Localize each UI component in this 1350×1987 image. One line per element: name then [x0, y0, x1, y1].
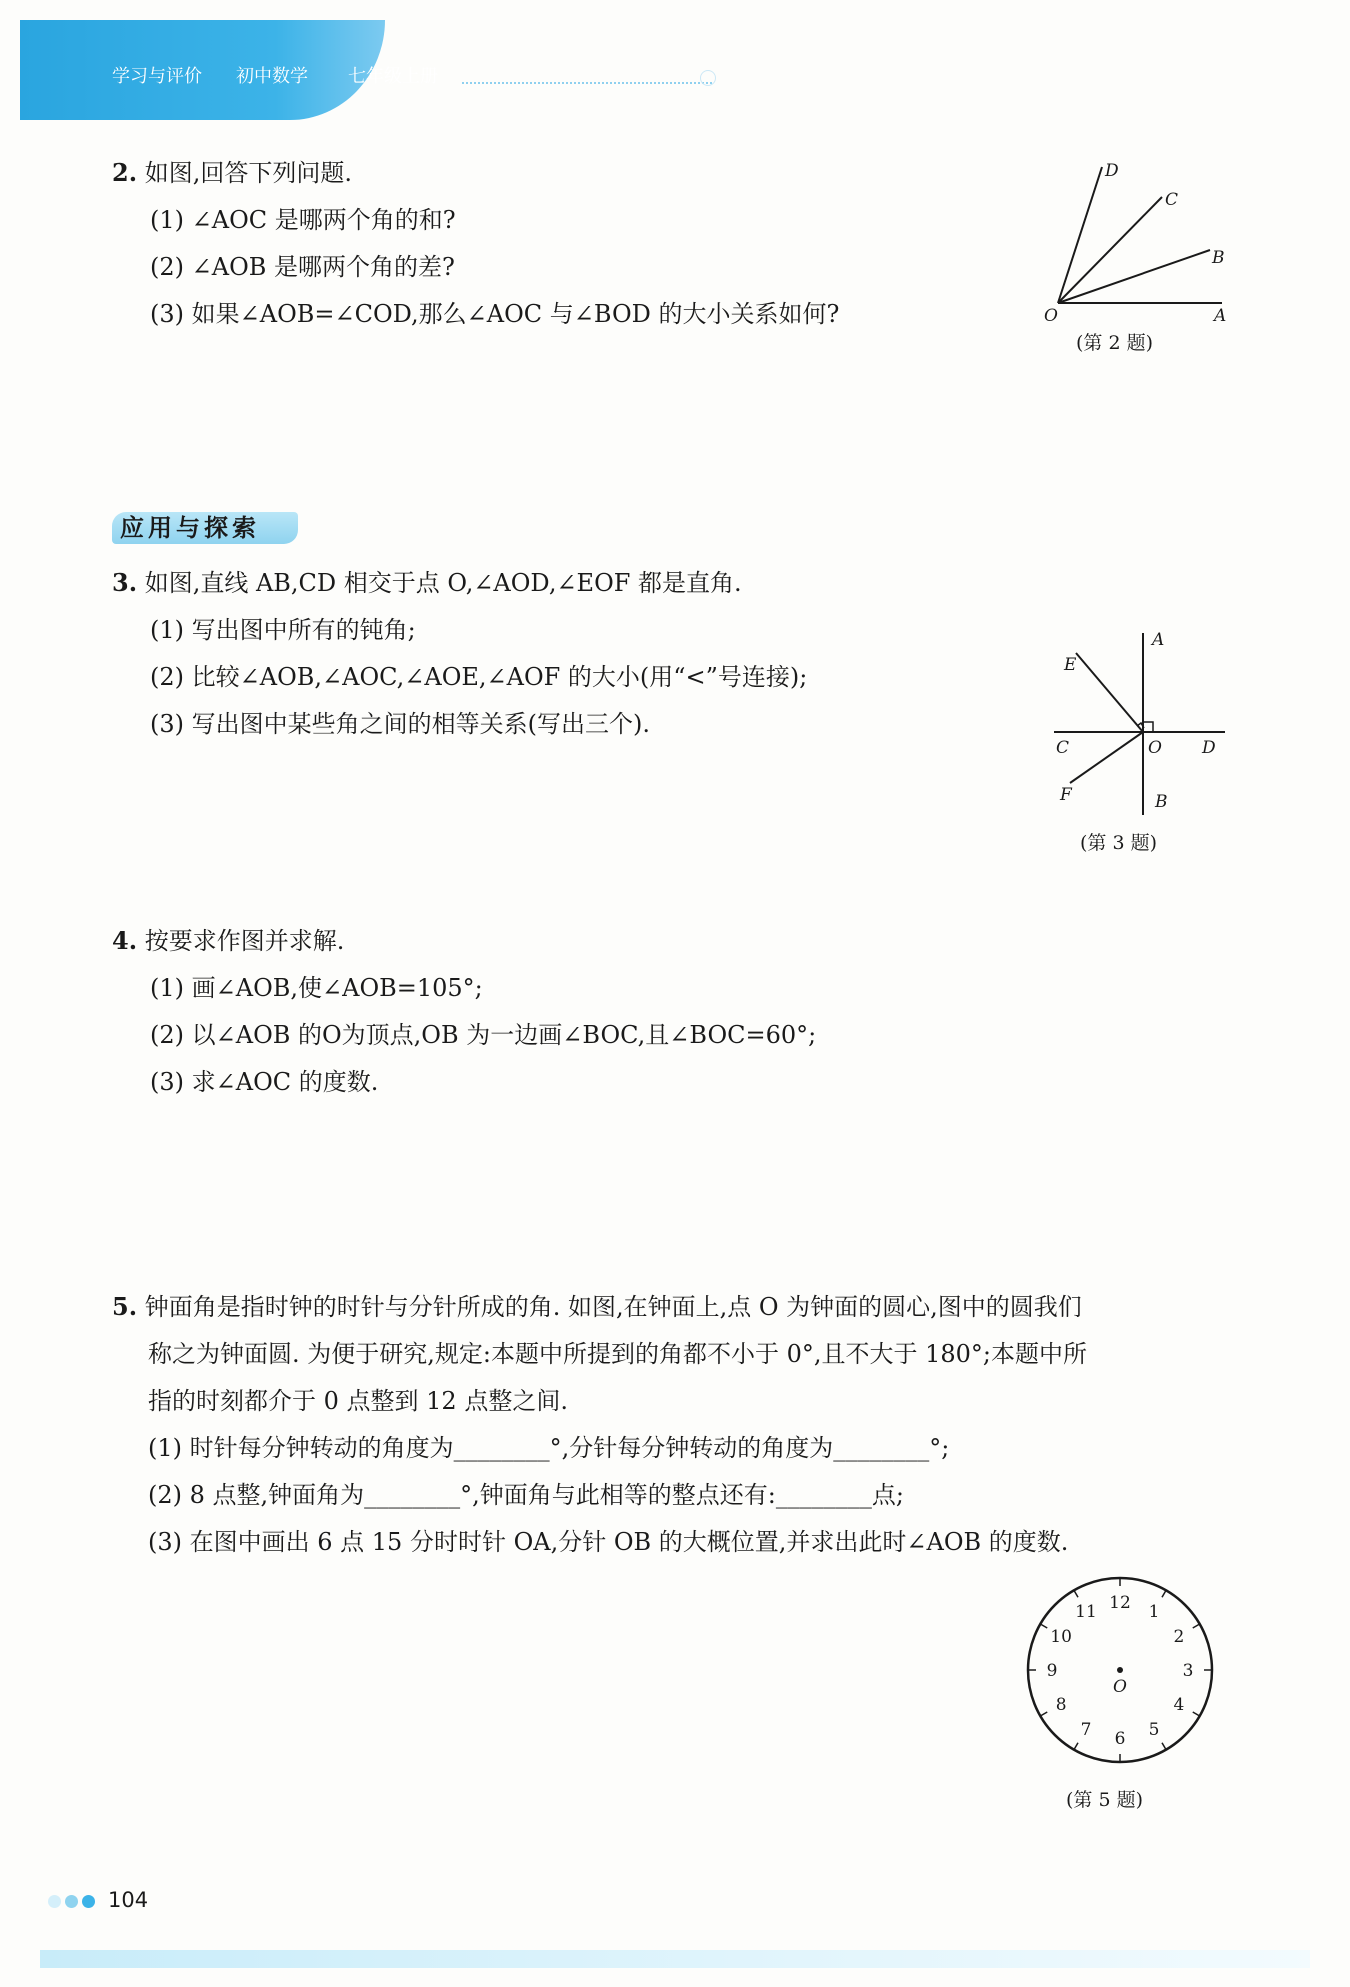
- page-number: 104: [108, 1888, 149, 1912]
- clock-number: 5: [1148, 1719, 1160, 1740]
- q5-part-3: (3) 在图中画出 6 点 15 分时时针 OA,分针 OB 的大概位置,并求出此时∠AOB 的度数.: [148, 1528, 1069, 1556]
- q3-part-3: (3) 写出图中某些角之间的相等关系(写出三个).: [150, 710, 650, 738]
- label-f: F: [1060, 785, 1072, 805]
- footer-band: [40, 1950, 1310, 1968]
- q3-stem-line: [112, 568, 742, 598]
- clock-figure: [1020, 1570, 1220, 1770]
- q3-figure: [1040, 625, 1240, 815]
- section-title: 应用与探索: [120, 514, 260, 542]
- q2-stem-line: [112, 158, 352, 188]
- q4-stem: 按要求作图并求解.: [144, 927, 345, 955]
- q2-part-1: (1) ∠AOC 是哪两个角的和?: [150, 206, 456, 234]
- header-ring-ornament: [700, 70, 716, 86]
- q3-part-1: (1) 写出图中所有的钝角;: [150, 616, 416, 644]
- label-a: A: [1152, 630, 1165, 650]
- page-dots: [48, 1893, 99, 1912]
- clock-number: 6: [1114, 1729, 1126, 1749]
- q3-stem: 如图,直线 AB,CD 相交于点 O,∠AOD,∠EOF 都是直角.: [144, 569, 742, 597]
- clock-number: 10: [1050, 1627, 1072, 1647]
- ray-oc: [1058, 197, 1162, 303]
- hour-tick: [1040, 1712, 1047, 1716]
- label-d: D: [1105, 161, 1119, 181]
- hour-tick: [1074, 1590, 1078, 1597]
- q5-stem-1: 钟面角是指时钟的时针与分针所成的角. 如图,在钟面上,点 O 为钟面的圆心,图中的圆我们: [144, 1293, 1082, 1321]
- q5-number: 5.: [112, 1292, 138, 1321]
- label-o: O: [1044, 306, 1058, 325]
- label-b: B: [1212, 248, 1225, 268]
- clock-number: 4: [1173, 1695, 1185, 1715]
- q3-part-2: (2) 比较∠AOB,∠AOC,∠AOE,∠AOF 的大小(用“<”号连接);: [150, 663, 808, 691]
- hour-tick: [1074, 1743, 1078, 1750]
- clock-number: 12: [1109, 1593, 1131, 1613]
- label-c: C: [1056, 738, 1070, 758]
- q5-stem-line-2: 称之为钟面圆. 为便于研究,规定:本题中所提到的角都不小于 0°,且不大于 180°;本题中所: [148, 1340, 1088, 1368]
- label-c: C: [1165, 190, 1179, 210]
- q4-part-2: (2) 以∠AOB 的O为顶点,OB 为一边画∠BOC,且∠BOC=60°;: [150, 1021, 817, 1049]
- q2-figure: [1040, 155, 1240, 325]
- ray-of: [1070, 732, 1143, 783]
- clock-number: 2: [1173, 1627, 1185, 1647]
- q4-stem-line: [112, 926, 344, 956]
- hour-tick: [1040, 1624, 1047, 1628]
- right-angle-mark: [1143, 722, 1153, 732]
- ray-od: [1058, 167, 1102, 303]
- hour-tick: [1162, 1590, 1166, 1597]
- hour-tick: [1162, 1743, 1166, 1750]
- label-d: D: [1202, 738, 1216, 758]
- q5-caption: (第 5 题): [1066, 1789, 1143, 1811]
- q2-part-3: (3) 如果∠AOB=∠COD,那么∠AOC 与∠BOD 的大小关系如何?: [150, 300, 840, 328]
- clock-number: 9: [1046, 1661, 1058, 1681]
- q4-part-3: (3) 求∠AOC 的度数.: [150, 1068, 379, 1096]
- q5-part-1: (1) 时针每分钟转动的角度为________°,分针每分钟转动的角度为________°;: [148, 1434, 950, 1462]
- clock-number: 3: [1182, 1661, 1194, 1681]
- grade-label: 七年级上册: [348, 66, 438, 87]
- q5-stem-line-1: [112, 1292, 1082, 1322]
- center-label-o: O: [1113, 1677, 1127, 1697]
- ray-ob: [1058, 250, 1210, 303]
- hour-tick: [1193, 1624, 1200, 1628]
- q3-number: 3.: [112, 568, 138, 597]
- label-a: A: [1214, 306, 1227, 325]
- book-title: 学习与评价: [112, 66, 202, 87]
- label-e: E: [1064, 655, 1077, 675]
- q2-stem: 如图,回答下列问题.: [144, 159, 352, 187]
- hour-tick: [1193, 1712, 1200, 1716]
- q4-number: 4.: [112, 926, 138, 955]
- clock-number: 11: [1075, 1602, 1097, 1623]
- q5-stem-line-3: 指的时刻都介于 0 点整到 12 点整之间.: [148, 1387, 568, 1415]
- clock-number: 1: [1148, 1602, 1160, 1623]
- q2-number: 2.: [112, 158, 138, 187]
- dot-light: [48, 1895, 61, 1908]
- q3-caption: (第 3 题): [1080, 832, 1157, 854]
- header-band: [20, 20, 385, 120]
- header-divider: [462, 82, 712, 84]
- label-o: O: [1148, 738, 1162, 758]
- q2-caption: (第 2 题): [1076, 332, 1153, 354]
- q5-part-2: (2) 8 点整,钟面角为________°,钟面角与此相等的整点还有:________点;: [148, 1481, 904, 1509]
- subject-label: 初中数学: [236, 66, 308, 87]
- dot-dark: [82, 1895, 95, 1908]
- ray-oe: [1076, 653, 1143, 732]
- q4-part-1: (1) 画∠AOB,使∠AOB=105°;: [150, 974, 483, 1002]
- dot-mid: [65, 1895, 78, 1908]
- clock-number: 8: [1055, 1695, 1067, 1715]
- clock-center: [1117, 1667, 1123, 1673]
- clock-number: 7: [1080, 1719, 1092, 1740]
- label-b: B: [1155, 792, 1168, 812]
- q2-part-2: (2) ∠AOB 是哪两个角的差?: [150, 253, 455, 281]
